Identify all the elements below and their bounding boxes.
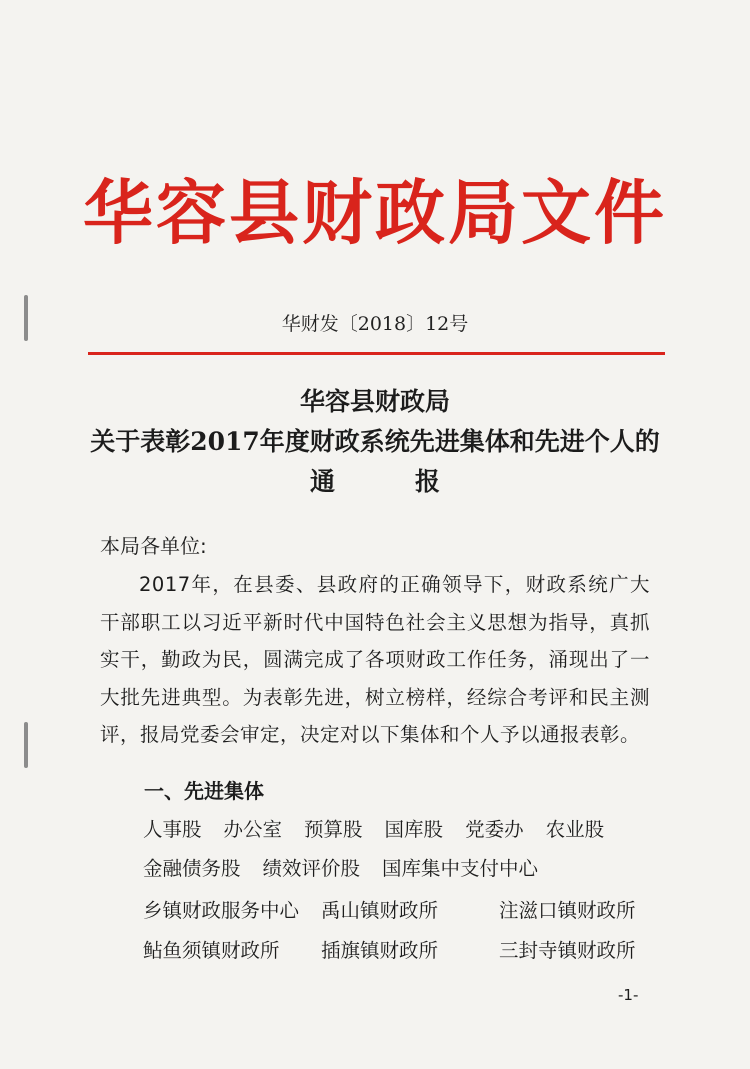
body-paragraph: 2017年，在县委、县政府的正确领导下，财政系统广大干部职工以习近平新时代中国特色社会主义思想为指导，真抓实干，勤政为民，圆满完成了各项财政工作任务，涌现出了一大批先进典型。为表彰先进，树立榜样，经综合考评和民主测评，报局党委会审定，决定对以下集体和个人予以通报表彰。: [100, 573, 650, 746]
salutation: 本局各单位:: [100, 534, 207, 558]
unit-list-row: [143, 895, 677, 923]
unit-name: 绩效评价股: [262, 857, 361, 880]
unit-name: 禹山镇财政所: [321, 899, 439, 922]
unit-name: 鲇鱼须镇财政所: [143, 939, 280, 962]
document-number: 华财发〔2018〕12号: [281, 313, 469, 335]
staple-mark: [24, 722, 28, 768]
unit-list-row: [143, 814, 626, 842]
unit-name: 党委办: [465, 818, 524, 841]
unit-name: 插旗镇财政所: [321, 939, 439, 962]
unit-name: 预算股: [304, 818, 363, 841]
notice-title-line: 华容县财政局: [299, 387, 450, 416]
unit-name: 办公室: [223, 818, 283, 841]
unit-name: 三封寺镇财政所: [499, 939, 636, 962]
notice-title: [0, 382, 750, 502]
notice-title-line: 通报: [309, 467, 520, 496]
document-header-title: 华容县财政局文件: [83, 171, 667, 254]
unit-name: 国库集中支付中心: [382, 857, 539, 880]
unit-name: 乡镇财政服务中心: [143, 899, 300, 922]
notice-title-line: 关于表彰2017年度财政系统先进集体和先进个人的: [90, 427, 660, 456]
unit-name: 国库股: [384, 818, 444, 841]
section-heading: 一、先进集体: [144, 779, 264, 803]
red-divider-line: [88, 352, 665, 355]
unit-list-row: [143, 935, 677, 963]
unit-name: 金融债务股: [143, 857, 241, 880]
page-number: -1-: [618, 986, 639, 1004]
unit-name: 人事股: [143, 818, 202, 841]
unit-list-row: [143, 853, 560, 881]
unit-name: 注滋口镇财政所: [499, 899, 636, 922]
unit-name: 农业股: [545, 818, 605, 841]
